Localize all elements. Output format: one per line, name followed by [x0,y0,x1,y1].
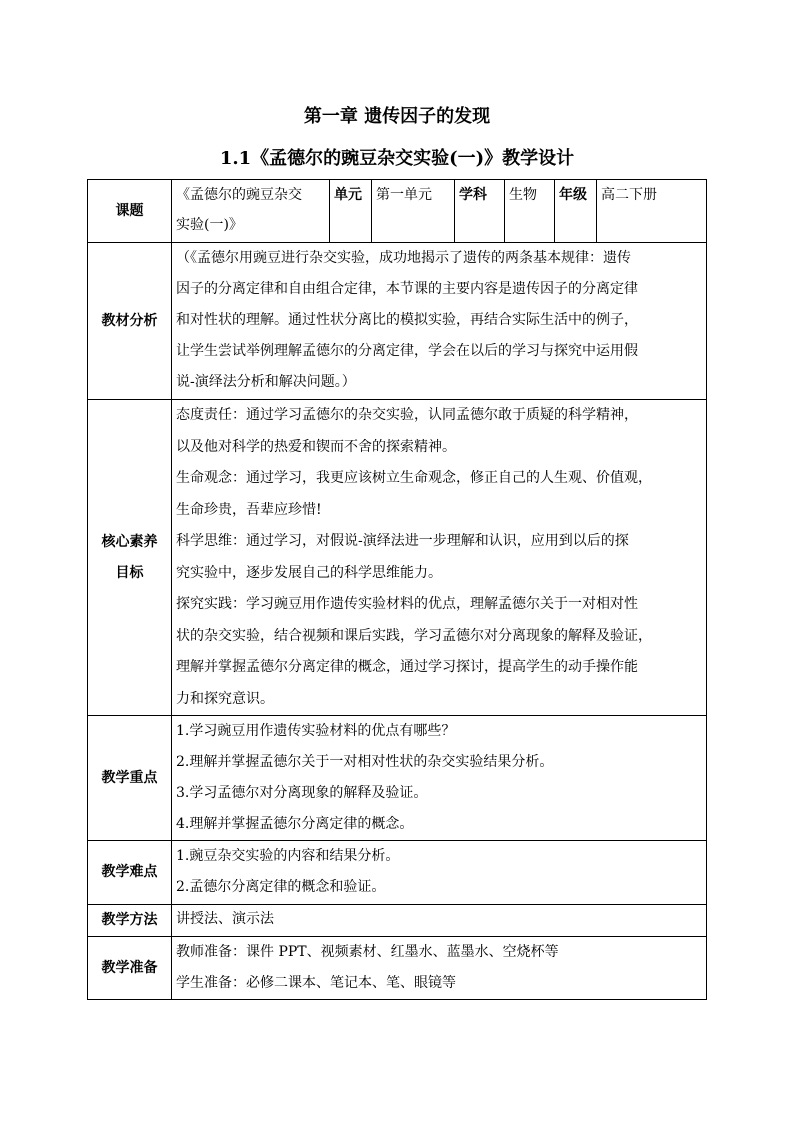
key-point-item: 2.理解并掌握孟德尔关于一对相对性状的杂交实验结果分析。 [176,754,554,770]
difficult-points-content [172,841,707,905]
core-literacy-line: 态度责任：通过学习孟德尔的杂交实验，认同孟德尔敢于质疑的科学精神， [176,407,638,423]
core-literacy-label-line: 目标 [115,564,144,581]
grade-label: 年级 [555,180,597,243]
key-points-content [172,716,707,841]
unit-value: 第一单元 [372,180,455,243]
core-literacy-line: 力和探究意识。 [176,690,274,707]
row-material-analysis [88,243,707,400]
row-core-literacy [88,400,707,716]
unit-label: 单元 [330,180,372,243]
material-analysis-content [172,243,707,400]
topic-label: 课题 [88,180,172,243]
material-analysis-line: 让学生尝试举例理解孟德尔的分离定律，学会在以后的学习与探究中运用假 [176,343,638,359]
key-point-item: 3.学习孟德尔对分离现象的解释及验证。 [176,785,428,801]
material-analysis-line: 说-演绎法分析和解决问题。） [176,374,356,390]
core-literacy-line: 究实验中，逐步发展自己的科学思维能力。 [176,564,442,581]
material-analysis-line: 因子的分离定律和自由组合定律，本节课的主要内容是遗传因子的分离定律 [176,281,638,297]
material-analysis-line: 和对性状的理解。通过性状分离比的模拟实验，再结合实际生活中的例子， [176,312,638,328]
lesson-title: 1.1《孟德尔的豌豆杂交实验(一)》教学设计 [219,148,575,169]
core-literacy-line: 科学思维：通过学习，对假说-演绎法进一步理解和认识，应用到以后的探 [176,533,629,549]
material-analysis-label: 教材分析 [88,243,172,400]
row-preparation [88,937,707,1000]
grade-value: 高二下册 [597,180,707,243]
subject-value: 生物 [505,180,555,243]
core-literacy-label-line: 核心素养 [101,533,158,550]
key-points-label: 教学重点 [88,716,172,841]
core-literacy-line: 生命观念：通过学习，我更应该树立生命观念，修正自己的人生观、价值观， [176,470,652,486]
preparation-content [172,937,707,1000]
core-literacy-label [88,400,172,716]
topic-value [172,180,330,243]
core-literacy-content [172,400,707,716]
chapter-title: 第一章 遗传因子的发现 [303,106,491,127]
difficult-point-item: 2.孟德尔分离定律的概念和验证。 [176,879,386,895]
core-literacy-line: 生命珍贵，吾辈应珍惜! [176,501,322,518]
teaching-methods-value: 讲授法、演示法 [172,905,707,937]
material-analysis-line: （《孟德尔用豌豆进行杂交实验，成功地揭示了遗传的两条基本规律：遗传 [176,250,631,266]
teaching-methods-label: 教学方法 [88,905,172,937]
topic-value-line: 《孟德尔的豌豆杂交 [176,187,302,203]
key-point-item: 4.理解并掌握孟德尔分离定律的概念。 [176,816,414,832]
core-literacy-line: 理解并掌握孟德尔分离定律的概念，通过学习探讨，提高学生的动手操作能 [176,659,638,675]
subject-label: 学科 [455,180,505,243]
lesson-plan-table [87,179,707,1000]
preparation-item: 学生准备：必修二课本、笔记本、笔、眼镜等 [176,975,456,991]
core-literacy-line: 以及他对科学的热爱和锲而不舍的探索精神。 [176,438,456,455]
row-topic [88,180,707,243]
row-difficult-points [88,841,707,905]
difficult-point-item: 1.豌豆杂交实验的内容和结果分析。 [176,848,400,864]
preparation-item: 教师准备：课件 PPT、视频素材、红墨水、蓝墨水、空烧杯等 [176,944,559,960]
difficult-points-label: 教学难点 [88,841,172,905]
row-teaching-methods [88,905,707,937]
topic-value-line: 实验(一)》 [176,217,243,233]
core-literacy-line: 探究实践：学习豌豆用作遗传实验材料的优点，理解孟德尔关于一对相对性 [176,596,638,612]
core-literacy-line: 状的杂交实验，结合视频和课后实践，学习孟德尔对分离现象的解释及验证， [176,627,652,644]
key-point-item: 1.学习豌豆用作遗传实验材料的优点有哪些？ [176,723,456,739]
row-key-points [88,716,707,841]
preparation-label: 教学准备 [88,937,172,1000]
